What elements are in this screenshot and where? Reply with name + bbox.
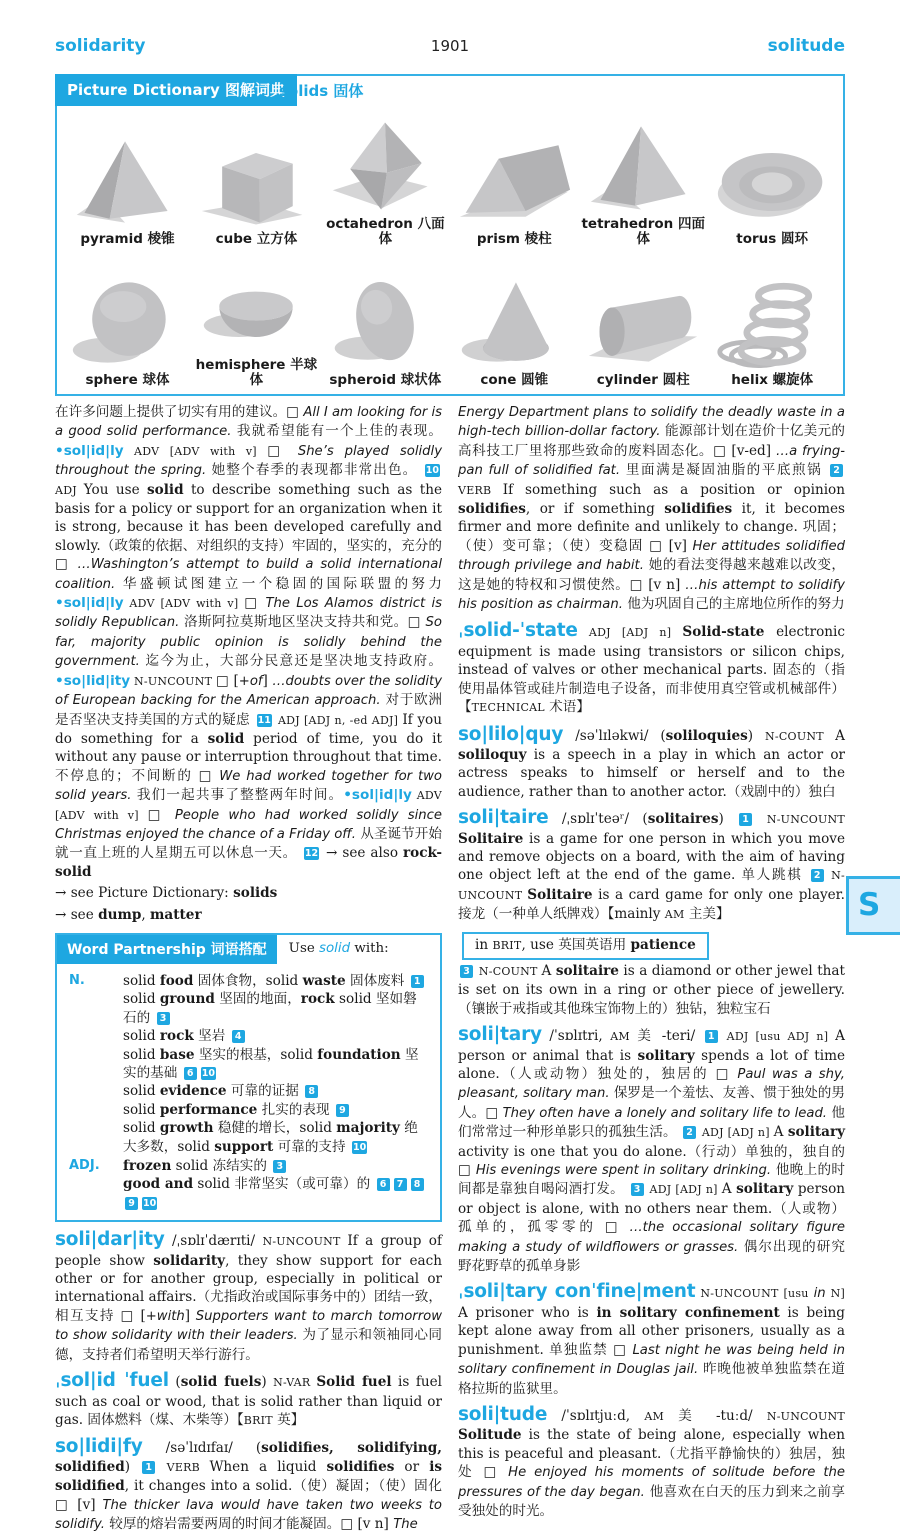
word-partnership-body <box>57 964 440 1212</box>
shape-cell-octahedron <box>321 110 450 251</box>
page-header <box>55 36 845 60</box>
shape-label: tetrahedron 四面体 <box>581 215 705 247</box>
octahedron-figure <box>327 118 443 216</box>
entry-solidify: so|lidi|fy /səˈlɪdɪfaɪ/ (solidifies, solidifying, solidified) 1 VERB When a liquid solidifies or is solidified, it changes into a solid.（使）凝固；（使）固化 □ [v] The thicker lava would have taken two weeks to solidify. 较厚的熔岩需要两周的时间才能凝固。□ [v n] The <box>55 1436 443 1532</box>
spheroid-figure <box>327 274 443 372</box>
collocation-line: good and solid 非常坚实（或可靠）的 6 7 89 10 <box>123 1175 430 1212</box>
word-partnership-noun-row <box>69 972 430 1156</box>
collocation-line: solid ground 坚固的地面，rock solid 坚如磐石的 3 <box>123 991 417 1026</box>
entry-solid-state: ˌsolid-ˈstate ADJ [ADJ n] Solid-state electronic equipment is made using transistors or silicon chips, instead of valves or other mechanical parts. 固态的（指使用晶体管或硅片制造电子设备，而非使用真空管或机械部件）【TECHNICAL 术语】 <box>458 620 846 716</box>
shape-label: pyramid 棱锥 <box>80 230 175 247</box>
shape-cell-sphere <box>63 251 192 392</box>
left-column <box>55 403 442 1534</box>
torus-figure <box>714 133 830 231</box>
guide-word-left: solidarity <box>55 36 146 56</box>
word-partnership-title: Word Partnership 词语搭配 <box>57 935 277 964</box>
entry-solitaire-sense3: 3 N-COUNT A solitaire is a diamond or other jewel that is set on its own in a ring or other piece of jewellery.（镶嵌于戒指或其他珠宝饰物上的）独钻，独粒宝石 <box>458 962 845 1017</box>
letter-thumb-tab <box>846 876 900 935</box>
entry-solitaire: soli|taire /ˌsɒlɪˈteəʳ/ (solitaires) 1 N-UNCOUNT Solitaire is a game for one person in which you move and remove objects on a board, with the aim of having one object left at the end of the game. 单人跳棋 2 N-UNCOUNT Solitaire is a card game for only one player. 接龙（一种单人纸牌戏）【mainly AM 主美】 <box>458 807 845 923</box>
picture-dictionary-box <box>55 74 845 396</box>
entry-soliloquy: so|lilo|quy /səˈlɪləkwi/ (soliloquies) N-COUNT A soliloquy is a speech in a play in which an actor or actress speaks to himself or herself and to the audience, rather than to another actor.（戏剧中的）独白 <box>458 723 845 800</box>
shape-label: prism 棱柱 <box>476 230 552 247</box>
entry-solitude: soli|tude /ˈsɒlɪtjuːd, AM 美 -tuːd/ N-UNCOUNT Solitude is the state of being alone, especially when this is peaceful and pleasant.（尤指平静愉快的）独居，独处 □ He enjoyed his moments of solitude before the pressures of the day began. 他喜欢在白天的压力到来之前享受独处的时光。 <box>458 1403 845 1519</box>
shape-cell-prism <box>450 110 579 251</box>
collocation-line: solid performance 扎实的表现 9 <box>123 1101 430 1119</box>
shape-label: helix 螺旋体 <box>731 371 814 388</box>
shape-label: cylinder 圆柱 <box>596 371 690 388</box>
pos-label: ADJ. <box>69 1158 100 1174</box>
hemisphere-figure <box>198 259 314 357</box>
entry-solitary: soli|tary /ˈsɒlɪtri, AM 美 -teri/ 1 ADJ [usu ADJ n] A person or animal that is solitary spends a lot of time alone.（人或动物）独处的，独居的 □ Paul was a shy, pleasant, solitary man. 保罗是一个羞怯、友善、惯于独处的男人。□ They often have a lonely and solitary life to lead. 他们常常过一种形单影只的孤独生活。 2 ADJ [ADJ n] A solitary activity is one that you do alone.（行动）单独的，独自的 □ His evenings were spent in solitary drinking. 他晚上的时间都是靠独自喝闷酒打发。 3 ADJ [ADJ n] A solitary person or object is alone, with no others near them.（人或物）孤单的，孤零零的 □ …the occasional solitary figure making a study of wildflowers or grasses. 偶尔出现的研究野花野草的孤单身影 <box>458 1024 846 1275</box>
word-partnership-box <box>55 933 442 1222</box>
shape-grid <box>63 110 837 392</box>
cone-figure <box>456 274 572 372</box>
helix-figure <box>714 274 830 372</box>
entry-solid-fuel: ˌsol|id ˈfuel (solid fuels) N-VAR Solid fuel is fuel such as coal or wood, that is solid rather than liquid or gas. 固体燃料（煤、木柴等）【BRIT 英】 <box>55 1370 443 1428</box>
shape-cell-cone <box>450 251 579 392</box>
collocation-line: solid base 坚实的根基，solid foundation 坚实的基础 6 10 <box>123 1046 419 1081</box>
shape-label: sphere 球体 <box>85 371 170 388</box>
shape-cell-cylinder <box>579 251 708 392</box>
entry-solid-continuation: 在许多问题上提供了切实有用的建议。□ All I am looking for is a good solid performance. 我就希望能有一个上佳的表现。•sol|id|ly ADV [ADV with v] □ She’s played solidly throughout the spring. 她整个春季的表现都非常出色。 10 ADJ You use solid to describe something such as the basis for a policy or support for an organization when it is strong, because it has been developed carefully and slowly.（政策的依据、对组织的支持）牢固的，坚实的，充分的 □ …Washington’s attempt to build a solid international coalition. 华盛顿试图建立一个稳固的国际联盟的努力 •sol|id|ly ADV [ADV with v] □ The Los Alamos district is solidly Republican. 洛斯阿拉莫斯地区坚决支持共和党。□ So far, majority public opinion is solidly behind the government. 迄今为止，大部分民意还是坚决地支持政府。•so|lid|ity N-UNCOUNT □ [+of] …doubts over the solidity of European backing for the American approach. 对于欧洲是否坚决支持美国的方式的疑虑 11 ADJ [ADJ n, -ed ADJ] If you do something for a solid period of time, you do it without any pause or interruption throughout that time. 不停息的；不间断的 □ We had worked together for two solid years. 我们一起共事了整整两年时间。•sol|id|ly ADV [ADV with v] □ People who had worked solidly since Christmas enjoyed the chance of a Friday off. 从圣诞节开始就一直上班的人星期五可以休息一天。 12 → see also rock-solid <box>55 404 443 880</box>
shape-cell-cube <box>192 110 321 251</box>
shape-cell-spheroid <box>321 251 450 392</box>
thumb-tab-letter: S <box>858 887 881 923</box>
entry-solidify-continuation: Energy Department plans to solidify the deadly waste in a high-tech billion-dollar factory. 能源部计划在造价十亿美元的高科技工厂里将那些致命的废料固态化。□ [v-ed] …a frying-pan full of solidified fat. 里面满是凝固油脂的平底煎锅 2 VERB If something such as a position or opinion solidifies, or if something solidifies it, it becomes firmer and more definite and unlikely to change. 巩固；（使）变可靠；（使）变稳固 □ [v] Her attitudes solidified through privilege and habit. 她的看法变得越来越难以改变，这是她的特权和习惯使然。□ [v n] …his attempt to solidify his position as chairman. 他为巩固自己的主席地位所作的努力 <box>458 405 845 613</box>
picture-dictionary-title: Picture Dictionary 图解词典 <box>55 74 297 106</box>
picture-dictionary-topic: solids 固体 <box>279 82 364 100</box>
sphere-figure <box>69 274 185 372</box>
word-partnership-use-line: Use solid with: <box>288 940 389 956</box>
shape-cell-hemisphere <box>192 251 321 392</box>
entry-solidarity: soli|dar|ity /ˌsɒlɪˈdærɪti/ N-UNCOUNT If a group of people show solidarity, they show support for each other or for another group, especially in political or international affairs.（尤指政治或国际事务中的）团结一致，相互支持 □ [+with] Supporters want to march tomorrow to show solidarity with their leaders. 为了显示和领袖同心同德，支持者们希望明天举行游行。 <box>55 1229 443 1363</box>
shape-cell-pyramid <box>63 110 192 251</box>
tetrahedron-figure <box>585 118 701 216</box>
word-partnership-header <box>57 935 440 964</box>
shape-cell-helix <box>708 251 837 392</box>
guide-word-right: solitude <box>767 36 845 56</box>
shape-label: cube 立方体 <box>215 230 298 247</box>
text-columns <box>55 403 845 1534</box>
entry-solitary-confinement: ˌsoli|tary conˈfine|ment N-UNCOUNT [usu in N] A prisoner who is in solitary confinement is being kept alone away from all other prisoners, usually as a punishment. 单独监禁 □ Last night he was being held in solitary confinement in Douglas jail. 昨晚他被单独监禁在道格拉斯的监狱里。 <box>458 1281 845 1397</box>
shape-label: torus 圆环 <box>736 230 809 247</box>
collocation-line: solid growth 稳健的增长，solid majority 绝大多数，solid support 可靠的支持 10 <box>123 1120 418 1155</box>
shape-label: cone 圆锥 <box>480 371 549 388</box>
brit-usage-box: in BRIT, use 英国英语用 patience <box>462 932 709 960</box>
cube-figure <box>198 133 314 231</box>
word-partnership-adj-row <box>69 1157 430 1212</box>
shape-cell-tetrahedron <box>579 110 708 251</box>
pyramid-figure <box>69 133 185 231</box>
right-column <box>458 403 845 1534</box>
shape-label: octahedron 八面体 <box>326 215 445 247</box>
pos-label: N. <box>69 972 85 988</box>
collocation-line: solid evidence 可靠的证据 8 <box>123 1082 430 1100</box>
collocation-line: solid rock 坚岩 4 <box>123 1027 430 1045</box>
see-picture-dictionary-line: → see Picture Dictionary: solids <box>55 885 278 902</box>
collocation-line: solid food 固体食物，solid waste 固体废料 1 <box>123 972 430 990</box>
see-also-line: → see dump, matter <box>55 906 202 923</box>
shape-label: spheroid 球状体 <box>329 371 442 388</box>
cylinder-figure <box>585 274 701 372</box>
shape-label: hemisphere 半球体 <box>195 356 318 388</box>
collocation-line: frozen solid 冻结实的 3 <box>123 1157 430 1175</box>
page-number: 1901 <box>430 37 470 55</box>
prism-figure <box>456 133 572 231</box>
shape-cell-torus <box>708 110 837 251</box>
